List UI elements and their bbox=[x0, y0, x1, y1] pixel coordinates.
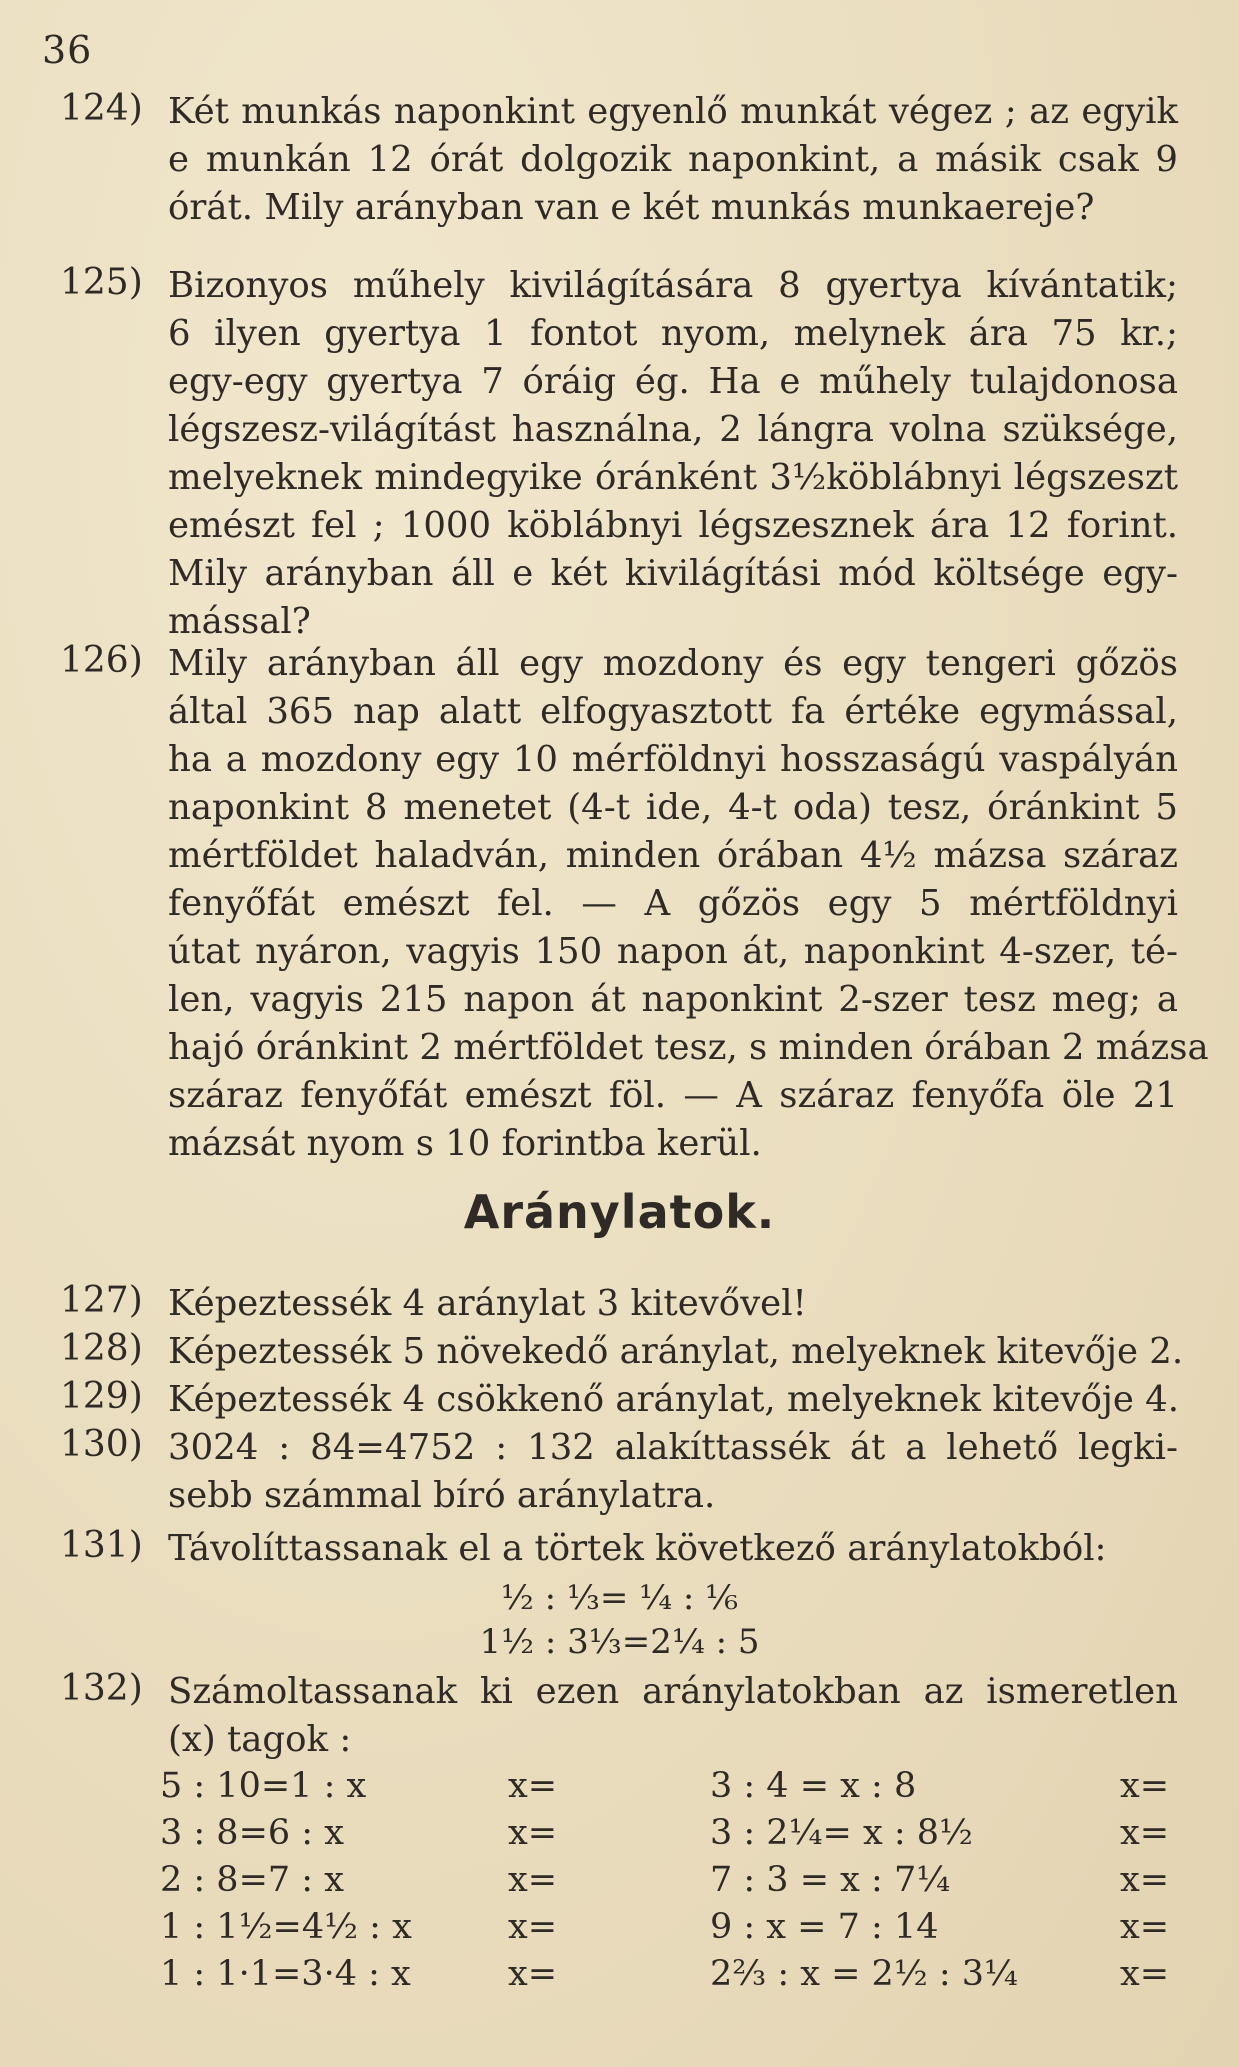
unknown-left: x= bbox=[508, 1954, 558, 1994]
text-line: (x) tagok : bbox=[168, 1719, 352, 1760]
problem-number: 131) bbox=[60, 1525, 143, 1566]
text-line: melyeknek mindegyike óránként 3½köblábnyi légszeszt bbox=[168, 457, 1178, 498]
text-line: Mily arányban áll egy mozdony és egy tengeri gőzös bbox=[168, 643, 1178, 684]
problem-126 bbox=[60, 640, 1210, 1168]
unknown-right: x= bbox=[1120, 1813, 1170, 1853]
text-line: hajó óránkint 2 mértföldet tesz, s minden órában 2 mázsa bbox=[168, 1027, 1209, 1068]
proportion-right: 9 : x = 7 : 14 bbox=[710, 1907, 939, 1947]
text-line: ha a mozdony egy 10 mérföldnyi hosszaságú vaspályán bbox=[168, 739, 1178, 780]
proportion-left: 3 : 8=6 : x bbox=[160, 1813, 344, 1853]
unknown-left: x= bbox=[508, 1860, 558, 1900]
text-line: 3024 : 84=4752 : 132 alakíttassék át a lehető legki- bbox=[168, 1427, 1178, 1468]
unknown-right: x= bbox=[1120, 1860, 1170, 1900]
problem-number: 130) bbox=[60, 1424, 143, 1465]
problem-number: 127) bbox=[60, 1280, 143, 1321]
problem-128 bbox=[60, 1328, 1210, 1376]
problem-129 bbox=[60, 1376, 1210, 1424]
text-line: naponkint 8 menetet (4-t ide, 4-t oda) tesz, óránkint 5 bbox=[168, 787, 1178, 828]
text-line: útat nyáron, vagyis 150 napon át, naponkint 4-szer, té- bbox=[168, 931, 1178, 972]
problem-132 bbox=[60, 1668, 1210, 1764]
page-number: 36 bbox=[42, 28, 93, 72]
proportion-left: 1 : 1½=4½ : x bbox=[160, 1907, 412, 1947]
section-heading: Aránylatok. bbox=[463, 1185, 776, 1239]
proportion-left: 1 : 1·1=3·4 : x bbox=[160, 1954, 411, 1994]
text-line: e munkán 12 órát dolgozik naponkint, a másik csak 9 bbox=[168, 139, 1178, 180]
unknown-right: x= bbox=[1120, 1907, 1170, 1947]
proportion-left: 5 : 10=1 : x bbox=[160, 1766, 367, 1806]
problem-number: 125) bbox=[60, 262, 143, 303]
fraction-proportion: ½ : ⅓= ¼ : ⅙ bbox=[500, 1578, 739, 1618]
problem-131 bbox=[60, 1525, 1210, 1573]
text-line: száraz fenyőfát emészt föl. — A száraz fenyőfa öle 21 bbox=[168, 1075, 1178, 1116]
text-line: Mily arányban áll e két kivilágítási mód költsége egy- bbox=[168, 553, 1178, 594]
text-line: len, vagyis 215 napon át naponkint 2-szer tesz meg; a bbox=[168, 979, 1178, 1020]
unknown-left: x= bbox=[508, 1907, 558, 1947]
text-line: Távolíttassanak el a törtek következő aránylatokból: bbox=[168, 1528, 1107, 1569]
problem-130 bbox=[60, 1424, 1210, 1520]
text-line: órát. Mily arányban van e két munkás munkaereje? bbox=[168, 187, 1095, 228]
text-line: fenyőfát emészt fel. — A gőzös egy 5 mértföldnyi bbox=[168, 883, 1178, 924]
text-line: 6 ilyen gyertya 1 fontot nyom, melynek ára 75 kr.; bbox=[168, 313, 1178, 354]
text-line: Képeztessék 5 növekedő aránylat, melyeknek kitevője 2. bbox=[168, 1331, 1184, 1372]
text-line: mértföldet haladván, minden órában 4½ mázsa száraz bbox=[168, 835, 1178, 876]
problem-number: 132) bbox=[60, 1668, 143, 1709]
proportion-left: 2 : 8=7 : x bbox=[160, 1860, 344, 1900]
proportion-right: 3 : 4 = x : 8 bbox=[710, 1766, 917, 1806]
text-line: Bizonyos műhely kivilágítására 8 gyertya kívántatik; bbox=[168, 265, 1178, 306]
problem-125 bbox=[60, 262, 1210, 646]
text-line: Képeztessék 4 aránylat 3 kitevővel! bbox=[168, 1283, 807, 1324]
problem-number: 129) bbox=[60, 1376, 143, 1417]
text-line: által 365 nap alatt elfogyasztott fa értéke egymással, bbox=[168, 691, 1178, 732]
text-line: emészt fel ; 1000 köblábnyi légszesznek ára 12 forint. bbox=[168, 505, 1178, 546]
proportion-right: 2⅔ : x = 2½ : 3¼ bbox=[710, 1954, 1018, 1994]
text-line: Képeztessék 4 csökkenő aránylat, melyeknek kitevője 4. bbox=[168, 1379, 1180, 1420]
problem-number: 124) bbox=[60, 88, 143, 129]
problem-number: 128) bbox=[60, 1328, 143, 1369]
text-line: sebb számmal bíró aránylatra. bbox=[168, 1475, 716, 1516]
problem-124 bbox=[60, 88, 1210, 232]
text-line: Számoltassanak ki ezen aránylatokban az ismeretlen bbox=[168, 1671, 1178, 1712]
text-line: légszesz-világítást használna, 2 lángra volna szüksége, bbox=[168, 409, 1178, 450]
proportion-right: 7 : 3 = x : 7¼ bbox=[710, 1860, 951, 1900]
text-line: Két munkás naponkint egyenlő munkát végez ; az egyik bbox=[168, 91, 1178, 132]
text-line: mással? bbox=[168, 601, 311, 642]
proportion-right: 3 : 2¼= x : 8½ bbox=[710, 1813, 973, 1853]
problem-127 bbox=[60, 1280, 1210, 1328]
unknown-left: x= bbox=[508, 1766, 558, 1806]
unknown-right: x= bbox=[1120, 1954, 1170, 1994]
text-line: mázsát nyom s 10 forintba kerül. bbox=[168, 1123, 762, 1164]
unknown-right: x= bbox=[1120, 1766, 1170, 1806]
text-line: egy-egy gyertya 7 óráig ég. Ha e műhely tulajdonosa bbox=[168, 361, 1178, 402]
unknown-left: x= bbox=[508, 1813, 558, 1853]
fraction-proportion: 1½ : 3⅓=2¼ : 5 bbox=[479, 1622, 760, 1662]
problem-number: 126) bbox=[60, 640, 143, 681]
